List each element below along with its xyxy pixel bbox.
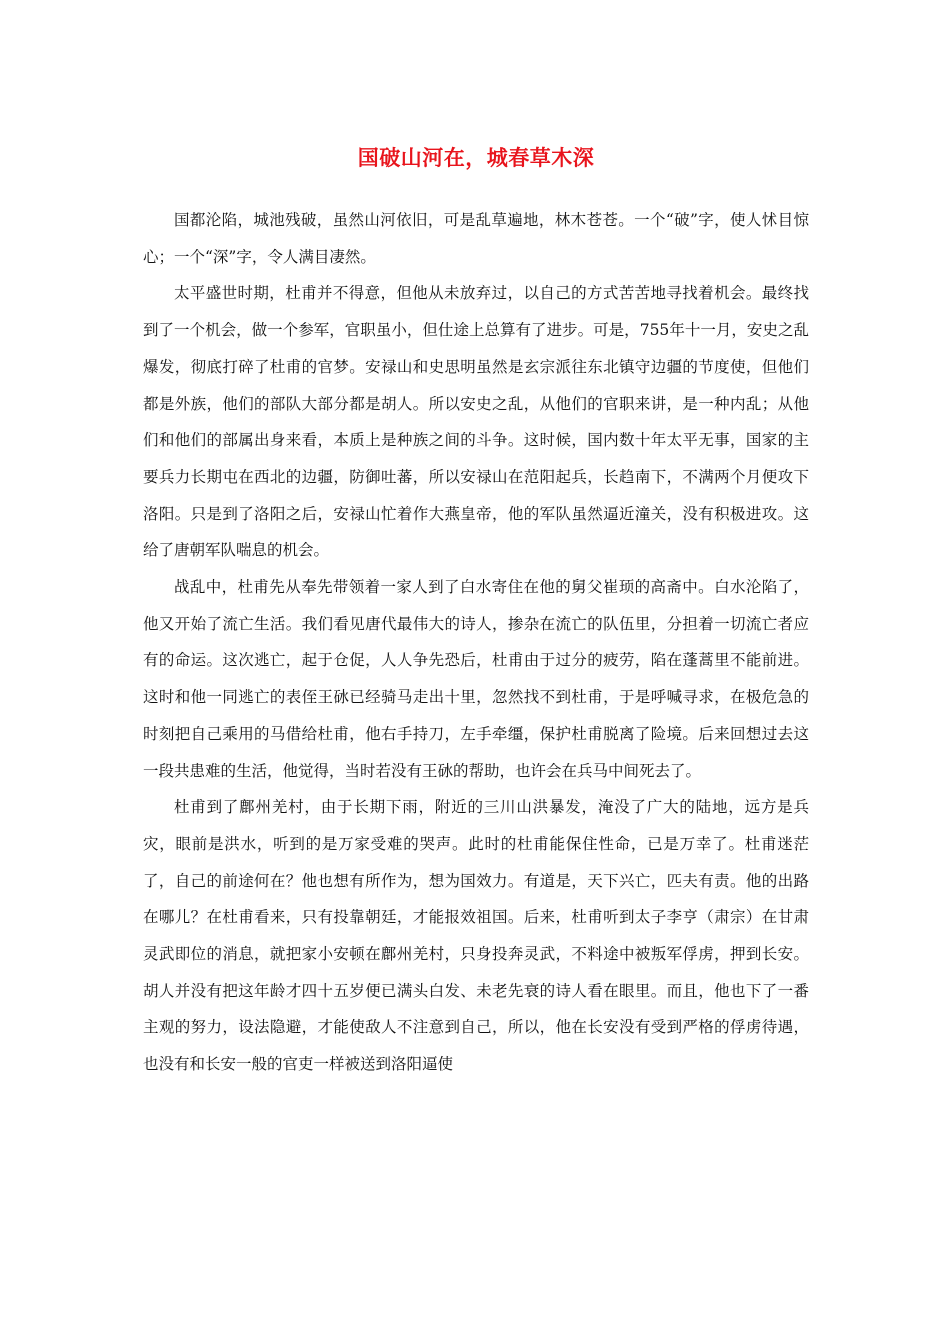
document-page <box>143 140 809 1083</box>
paragraph-3: 战乱中，杜甫先从奉先带领着一家人到了白水寄住在他的舅父崔顼的高斋中。白水沦陷了，他又开始了流亡生活。我们看见唐代最伟大的诗人，掺杂在流亡的队伍里，分担着一切流亡者应有的命运。这次逃亡，起于仓促，人人争先恐后，杜甫由于过分的疲劳，陷在蓬蒿里不能前进。这时和他一同逃亡的表侄王砅已经骑马走出十里，忽然找不到杜甫，于是呼喊寻求，在极危急的时刻把自己乘用的马借给杜甫，他右手持刀，左手牵缰，保护杜甫脱离了险境。后来回想过去这一段共患难的生活，他觉得，当时若没有王砅的帮助，也许会在兵马中间死去了。 <box>143 578 809 780</box>
document-body <box>143 202 809 1083</box>
document-title: 国破山河在，城春草木深 <box>357 145 595 170</box>
paragraph-2: 太平盛世时期，杜甫并不得意，但他从未放弃过，以自己的方式苦苦地寻找着机会。最终找到了一个机会，做一个参军，官职虽小，但仕途上总算有了进步。可是，755年十一月，安史之乱爆发，彻底打碎了杜甫的官梦。安禄山和史思明虽然是玄宗派往东北镇守边疆的节度使，但他们都是外族，他们的部队大部分都是胡人。所以安史之乱，从他们的官职来讲，是一种内乱；从他们和他们的部属出身来看，本质上是种族之间的斗争。这时候，国内数十年太平无事，国家的主要兵力长期屯在西北的边疆，防御吐蕃，所以安禄山在范阳起兵，长趋南下，不满两个月便攻下洛阳。只是到了洛阳之后，安禄山忙着作大燕皇帝，他的军队虽然逼近潼关，没有积极进攻。这给了唐朝军队喘息的机会。 <box>143 284 809 560</box>
paragraph-4: 杜甫到了鄜州羌村，由于长期下雨，附近的三川山洪暴发，淹没了广大的陆地，远方是兵灾，眼前是洪水，听到的是万家受难的哭声。此时的杜甫能保住性命，已是万幸了。杜甫迷茫了，自己的前途何在？他也想有所作为，想为国效力。有道是，天下兴亡，匹夫有责。他的出路在哪儿？在杜甫看来，只有投靠朝廷，才能报效祖国。后来，杜甫听到太子李亨（肃宗）在甘肃灵武即位的消息，就把家小安顿在鄜州羌村，只身投奔灵武，不料途中被叛军俘虏，押到长安。胡人并没有把这年龄才四十五岁便已满头白发、未老先衰的诗人看在眼里。而且，他也下了一番主观的努力，设法隐避，才能使敌人不注意到自己，所以，他在长安没有受到严格的俘虏待遇，也没有和长安一般的官吏一样被送到洛阳逼使 <box>143 798 809 1074</box>
paragraph-1: 国都沦陷，城池残破，虽然山河依旧，可是乱草遍地，林木苍苍。一个“破”字，使人怵目惊心；一个“深”字，令人满目凄然。 <box>143 211 809 266</box>
